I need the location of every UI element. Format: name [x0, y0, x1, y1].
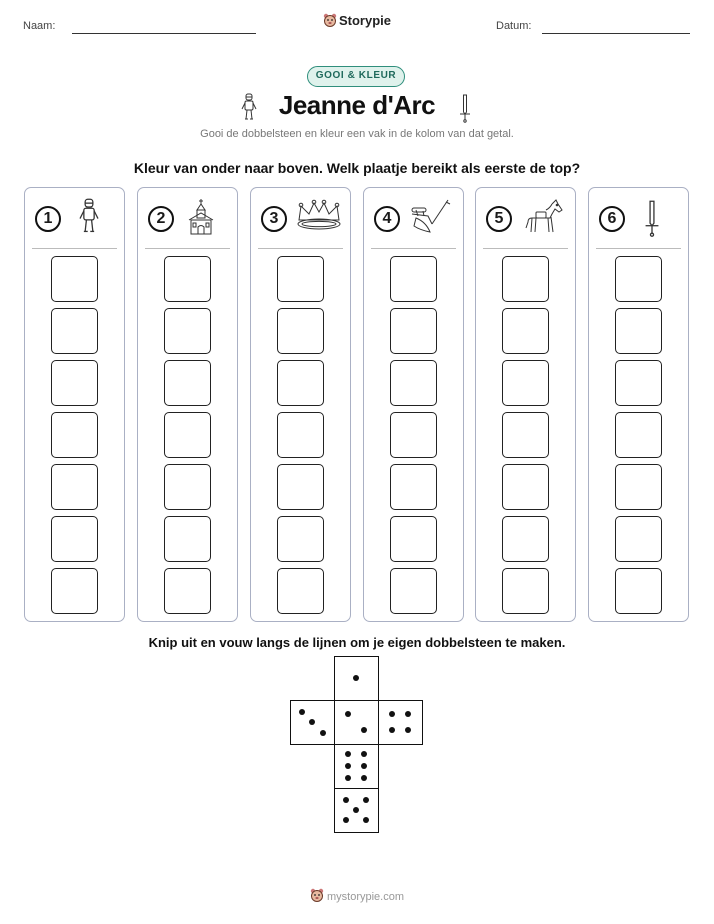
column-number: 1	[35, 206, 61, 232]
die-face-1	[334, 656, 379, 701]
question: Kleur van onder naar boven. Welk plaatje bereikt als eerste de top?	[133, 160, 581, 176]
color-box-stack	[51, 256, 98, 620]
horse-icon	[522, 198, 564, 241]
color-box[interactable]	[390, 412, 437, 458]
color-box[interactable]	[615, 308, 662, 354]
color-box[interactable]	[164, 568, 211, 614]
color-box[interactable]	[615, 412, 662, 458]
die-pip	[353, 675, 359, 681]
die-pip	[345, 763, 351, 769]
die-pip	[363, 817, 369, 823]
color-box-stack	[502, 256, 549, 620]
die-pip	[389, 727, 395, 733]
color-box[interactable]	[277, 412, 324, 458]
name-line	[72, 33, 256, 34]
die-face-3	[290, 700, 335, 745]
die-pip	[361, 727, 367, 733]
footer-url: mystorypie.com	[326, 891, 405, 903]
column-divider	[371, 248, 456, 249]
column-divider	[483, 248, 568, 249]
column-divider	[145, 248, 230, 249]
color-box-stack	[164, 256, 211, 620]
die-pip	[320, 730, 326, 736]
brand	[0, 13, 714, 31]
die-pip	[345, 775, 351, 781]
color-box[interactable]	[164, 360, 211, 406]
brand-name: Storypie	[338, 13, 391, 28]
footer	[0, 888, 714, 906]
column-4	[363, 187, 464, 622]
color-box[interactable]	[51, 516, 98, 562]
die-pip	[405, 727, 411, 733]
color-box[interactable]	[277, 308, 324, 354]
die-pip	[389, 711, 395, 717]
die-pip	[361, 751, 367, 757]
color-box[interactable]	[51, 412, 98, 458]
die-pip	[353, 807, 359, 813]
die-pip	[345, 751, 351, 757]
die-pip	[343, 797, 349, 803]
column-divider	[32, 248, 117, 249]
color-box[interactable]	[277, 568, 324, 614]
column-1	[24, 187, 125, 622]
date-line	[542, 33, 690, 34]
color-box[interactable]	[277, 516, 324, 562]
die-face-2	[334, 700, 379, 745]
die-pip	[309, 719, 315, 725]
color-box[interactable]	[51, 308, 98, 354]
color-box-stack	[615, 256, 662, 620]
column-number: 5	[486, 206, 512, 232]
name-label: Naam:	[23, 20, 56, 32]
die-pip	[299, 709, 305, 715]
activity-tag: GOOI & KLEUR	[307, 66, 405, 87]
column-number: 2	[148, 206, 174, 232]
die-face-4	[378, 700, 423, 745]
die-pip	[363, 797, 369, 803]
die-pip	[361, 775, 367, 781]
storypie-logo-icon	[323, 13, 337, 31]
page-title: Jeanne d'Arc	[278, 90, 436, 120]
color-box[interactable]	[390, 568, 437, 614]
color-box[interactable]	[51, 464, 98, 510]
sword-icon	[643, 198, 661, 243]
column-5	[475, 187, 576, 622]
color-box[interactable]	[615, 360, 662, 406]
die-pip	[361, 763, 367, 769]
color-box[interactable]	[277, 256, 324, 302]
crown-icon	[295, 198, 343, 237]
column-6	[588, 187, 689, 622]
die-pip	[345, 711, 351, 717]
color-box[interactable]	[502, 516, 549, 562]
color-box[interactable]	[615, 464, 662, 510]
die-pip	[405, 711, 411, 717]
color-box[interactable]	[502, 256, 549, 302]
color-box-stack	[277, 256, 324, 620]
color-box[interactable]	[615, 256, 662, 302]
column-divider	[596, 248, 681, 249]
color-box[interactable]	[51, 568, 98, 614]
cutout-instruction: Knip uit en vouw langs de lijnen om je eigen dobbelsteen te maken.	[148, 635, 566, 650]
column-divider	[258, 248, 343, 249]
die-face-5	[334, 788, 379, 833]
column-3	[250, 187, 351, 622]
color-box[interactable]	[277, 464, 324, 510]
chapel-icon	[186, 198, 216, 241]
color-box[interactable]	[51, 360, 98, 406]
color-box[interactable]	[390, 516, 437, 562]
color-box[interactable]	[502, 360, 549, 406]
color-box[interactable]	[164, 516, 211, 562]
column-number: 4	[374, 206, 400, 232]
color-box[interactable]	[615, 568, 662, 614]
color-box[interactable]	[277, 360, 324, 406]
column-number: 6	[599, 206, 625, 232]
color-box[interactable]	[390, 464, 437, 510]
color-box[interactable]	[164, 308, 211, 354]
knight-icon	[77, 198, 101, 239]
die-face-6	[334, 744, 379, 789]
color-box[interactable]	[502, 308, 549, 354]
color-box[interactable]	[390, 308, 437, 354]
color-box[interactable]	[164, 256, 211, 302]
color-box[interactable]	[390, 256, 437, 302]
column-2	[137, 187, 238, 622]
color-box[interactable]	[502, 568, 549, 614]
date-label: Datum:	[496, 20, 532, 32]
plow-icon	[408, 198, 452, 241]
color-box[interactable]	[502, 464, 549, 510]
color-box[interactable]	[51, 256, 98, 302]
color-box[interactable]	[615, 516, 662, 562]
color-box[interactable]	[390, 360, 437, 406]
color-box[interactable]	[164, 464, 211, 510]
color-box[interactable]	[502, 412, 549, 458]
subtitle: Gooi de dobbelsteen en kleur een vak in de kolom van dat getal.	[200, 128, 514, 140]
storypie-logo-icon	[310, 888, 324, 906]
color-box[interactable]	[164, 412, 211, 458]
color-box-stack	[390, 256, 437, 620]
sword-icon	[458, 93, 472, 128]
die-pip	[343, 817, 349, 823]
column-number: 3	[261, 206, 287, 232]
